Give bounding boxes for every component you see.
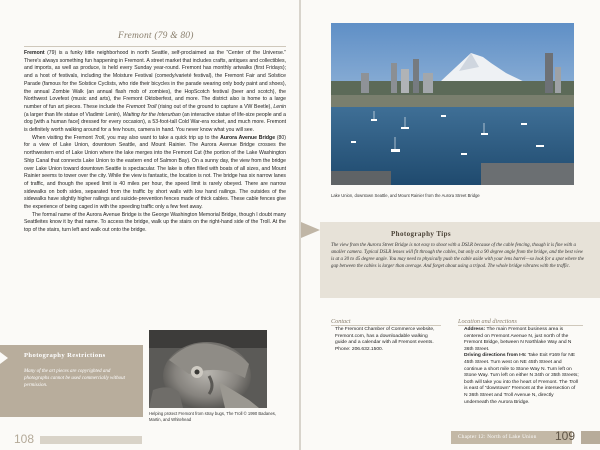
contact-heading: Contact: [331, 318, 351, 325]
tips-title: Photography Tips: [391, 230, 452, 238]
contact-text: The Fremont Chamber of Commerce website, Fremont.com, has a downloadable walking guide and a calendar with all Fremont events. Phone: 206.632.1500.: [335, 327, 435, 352]
location-heading: Location and directions: [458, 318, 517, 325]
aurora-bridge-lead: Aurora Avenue Bridge: [220, 134, 276, 141]
seattle-photo-caption: Lake Union, downtown Seattle, and Mount Rainier from the Aurora Street Bridge: [331, 193, 480, 198]
tips-text: The view from the Aurora Street Bridge is not easy to shoot with a DSLR because of the cable fencing, though it is fine with a smaller camera. Typical DSLR lenses will fit through the cables, but only at a 90 degree angle from the bridge, and the best view is at a 30 to 45 degree angle. You may need to physically push the cable aside with your lens barrel—so look for a spot where the gap between the cables is larger than average. And forget about using a tripod. The whole bridge vibrates with the traffic.: [331, 243, 584, 269]
seattle-photo-illustration: [331, 23, 574, 185]
troll-photo-illustration: [149, 330, 267, 408]
address-block: Address: The main Fremont business area is centered on Fremont Avenue N, just north of the Fremont Bridge, between N Northlake Way and N 36th Street.: [464, 327, 572, 352]
restrictions-text: Many of the art pieces are copyrighted and photographs cannot be used commercially without permission.: [24, 369, 126, 388]
troll-photo: [149, 330, 267, 408]
paragraph-3: The formal name of the Aurora Avenue Bridge is the George Washington Memorial Bridge, though I doubt many Seattleites know it by that name. To access the bridge, walk up the stairs on the right-hand side of the Troll. At the top of the stairs, turn left and walk out onto the bridge.: [24, 211, 286, 234]
seattle-photo: [331, 23, 574, 185]
corner-tab: [581, 431, 600, 444]
page-number-left: 108: [14, 432, 35, 446]
box-notch: [0, 352, 8, 364]
paragraph-1: Fremont (79) is a funky little neighborhood in north Seattle, self-proclaimed as the “Center of the Universe.” There's always something fun happening in Fremont. A street market that includes crafts, antiques and collectibles, and imports, as well as produce, is held every Sunday year-round. Fremont has monthly artwalks (first Fridays); and a host of festivals, including the Moisture Festival (comedy/varieté festival), the Fremont Fair and Solstice Parade (famous for the Solstice Cyclists, who ride their bicycles in the parade wearing only body paint and shoes), the annual Zombie Walk (an annual flash mob of zombies), the HopScotch festival (beer and scotch), the Northwest Lovefest (music and arts), the Fremont Oktoberfest, and more. The district also is home to a large number of fun art pieces. These include the Fremont Troll (rising out of the ground to capture a VW Beetle), Lenin (a larger than life statue of Vladimir Lenin), Waiting for the Interurban (an interactive statue of life-size people and a dog [with a human face] dressed for every occasion), a 53-foot-tall Cold War-era rocket, and much more. Fremont is definitely worth walking around for a few hours, camera in hand. You never know what you will see.: [24, 50, 287, 134]
paragraph-2: When visiting the Fremont Troll, you may also want to take a quick trip up to the Aurora Avenue Bridge (80) for a view of Lake Union, downtown Seattle, and Mount Rainier. The Aurora Avenue Bridge crosses the northwestern end of Lake Union where the lake merges into the Fremont Cut (the portion of the Lake Washington Ship Canal that connects Lake Union to the eastern end of Salmon Bay). On a sunny day, the view from the bridge over Lake Union toward downtown Seattle is spectacular. The lake is often filled with boats of all sizes, and Mount Rainier seems to tower over the city. While the view is fantastic, the location is not. The bridge has six narrow lanes of traffic, and though the speed limit is 40 miles per hour, the speed limit is rarely obeyed. There are narrow sidewalks on both sides, separated from the traffic by short walls with low hand railings. The outsides of the sidewalks have slightly higher railings and suicide-prevention fences made of thick cables. These cable fences give the experience of being caged in with the speeding traffic only a few feet away.: [24, 134, 286, 211]
footer-bar-left: [40, 436, 142, 444]
fremont-lead: Fremont: [24, 50, 45, 56]
section-title: Fremont (79 & 80): [118, 31, 194, 41]
body-text: [24, 50, 286, 235]
right-page: [301, 0, 600, 450]
page-number-right: 109: [555, 429, 576, 443]
location-rule: [458, 325, 583, 326]
location-text: [464, 327, 579, 406]
section-rule: [24, 46, 286, 47]
left-page: [0, 0, 299, 450]
contact-rule: [331, 325, 441, 326]
running-head: Chapter 12: North of Lake Union: [458, 434, 537, 440]
tips-tab-notch: [301, 222, 320, 238]
troll-caption: Helping protect Fremont from stray bugs, The Troll © 1990 Badanes, Martin, and Whitehead: [149, 411, 277, 422]
restrictions-title: Photography Restrictions: [24, 352, 106, 359]
directions-block: Driving directions from I-5: Take Exit #169 for NE 45th Street. Turn west on NE 45th Street and continue a short mile to Stone Way N. Turn left on Stone Way. Turn left on either N 34th or 35th Streets; both will take you into the heart of Fremont. The Troll is east of “downtown” Fremont at the intersection of N 36th Street and Troll Avenue N, directly underneath the Aurora Bridge.: [464, 353, 579, 405]
